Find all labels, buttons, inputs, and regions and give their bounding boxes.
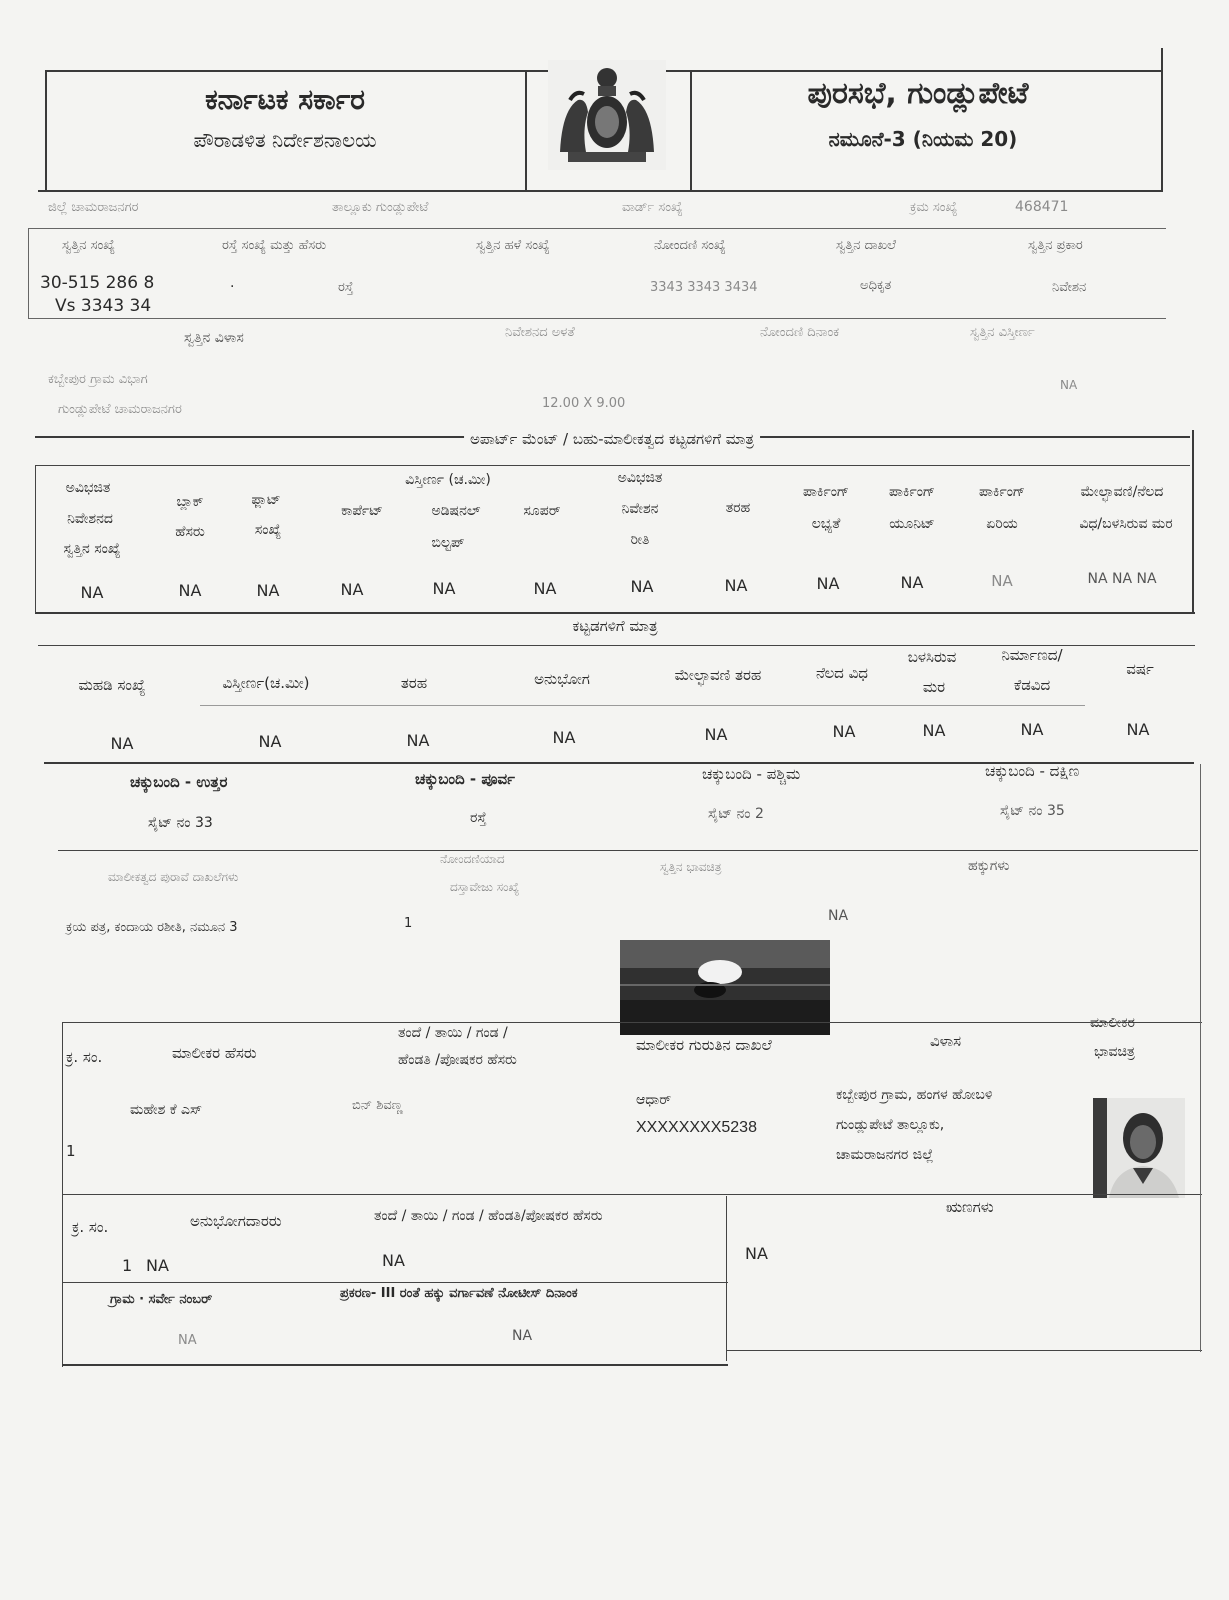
apt-value-roof: NA NA NA	[1087, 571, 1157, 587]
col-roof-type: ಮೇಲ್ಛಾವಣಿ ತರಹ	[674, 666, 762, 684]
apt-value-share: NA	[630, 577, 654, 596]
col-construction-2: ಕೆಡವಿದ	[1013, 676, 1051, 694]
bld-value-type: NA	[406, 731, 430, 750]
col-parking-unit-2: ಯೂನಿಟ್	[889, 516, 935, 532]
occupant-name: NA	[146, 1256, 169, 1275]
form-name: ನಮೂನೆ-3 (ನಿಯಮ 20)	[828, 127, 1018, 151]
bld-value-floor-type: NA	[832, 722, 856, 741]
col-floor-type: ನೆಲದ ವಿಧ	[815, 664, 869, 682]
col-type: ತರಹ	[725, 500, 751, 516]
col-wood-1: ಬಳಸಿರುವ	[907, 648, 957, 666]
col-building-type: ತರಹ	[400, 674, 428, 692]
occupant-relation: NA	[382, 1251, 405, 1270]
owner-col-address: ವಿಳಾಸ	[930, 1032, 962, 1050]
col-undivided-1: ಅವಿಭಜಿತ	[65, 480, 111, 496]
col-construction-1: ನಿರ್ಮಾಣದ/	[1001, 646, 1063, 664]
apt-value-carpet: NA	[340, 580, 364, 599]
bld-value-roof: NA	[704, 725, 728, 744]
col-wood-2: ಮರ	[922, 678, 946, 696]
apt-value-flat: NA	[256, 581, 280, 600]
occupant-col-relation: ತಂದೆ / ತಾಯಿ / ಗಂಡ / ಹೆಂಡತಿ/ಪೋಷಕರ ಹೆಸರು	[374, 1208, 603, 1224]
apt-value-additional: NA	[432, 579, 456, 598]
address-line1: ಕಬ್ಬೇಪುರ ಗ್ರಾಮ ವಿಭಾಗ	[48, 372, 148, 387]
registered-document-number: 1	[404, 916, 413, 931]
registered-label-1: ನೋಂದಣಿಯಾದ	[440, 852, 505, 866]
boundary-north-label: ಚಕ್ಕುಬಂದಿ - ಉತ್ತರ	[130, 773, 228, 791]
header-property-no: ಸ್ವತ್ತಿನ ಸಂಖ್ಯೆ	[62, 238, 116, 253]
district-label: ಜಿಲ್ಲೆ ಚಾಮರಾಜನಗರ	[48, 200, 139, 215]
owner-col-photo-1: ಮಾಲೀಕರ	[1090, 1015, 1135, 1031]
road-value: ರಸ್ತೆ	[338, 280, 354, 295]
directorate-name: ಪೌರಾಡಳಿತ ನಿರ್ದೇಶನಾಲಯ	[193, 128, 377, 152]
col-parking-1: ಪಾರ್ಕಿಂಗ್	[802, 484, 850, 500]
old-number-value: 3343 3343 3434	[650, 280, 758, 295]
boundary-west-label: ಚಕ್ಕುಬಂದಿ - ಪಶ್ಚಿಮ	[702, 765, 801, 783]
address-label: ಸ್ವತ್ತಿನ ವಿಳಾಸ	[184, 330, 244, 346]
col-undivided-3: ಸ್ವತ್ತಿನ ಸಂಖ್ಯೆ	[63, 541, 121, 557]
col-super: ಸೂಪರ್	[523, 503, 561, 519]
owner-photo	[1093, 1098, 1185, 1198]
owner-id-number: XXXXXXXX5238	[636, 1119, 757, 1136]
property-number-line1: 30-515 286 8	[40, 273, 155, 293]
col-parking-area-2: ಏರಿಯ	[986, 516, 1018, 532]
apt-value-type: NA	[724, 576, 748, 595]
dimension-value: 12.00 X 9.00	[542, 396, 626, 411]
owner-serial: 1	[66, 1142, 76, 1160]
ownership-proof-label: ಮಾಲೀಕತ್ವದ ಪುರಾವೆ ದಾಖಲೆಗಳು	[108, 870, 239, 884]
property-photo	[620, 940, 830, 1035]
registered-label-2: ದಸ್ತಾವೇಜು ಸಂಖ್ಯೆ	[450, 880, 520, 894]
header-reg-no: ನೋಂದಣಿ ಸಂಖ್ಯೆ	[654, 238, 726, 253]
property-photo-label: ಸ್ವತ್ತಿನ ಭಾವಚಿತ್ರ	[660, 860, 722, 874]
col-floor-number: ಮಹಡಿ ಸಂಖ್ಯೆ	[78, 676, 146, 694]
taluk-label: ತಾಲ್ಲೂಕು ಗುಂಡ್ಲುಪೇಟೆ	[332, 200, 429, 215]
survey-number-value: NA	[178, 1333, 197, 1348]
boundary-west-value: ಸೈಟ್ ನಂ 2	[708, 806, 764, 822]
loans-col-label: ಋಣಗಳು	[946, 1198, 994, 1216]
serial-value: 468471	[1015, 199, 1069, 215]
building-section-title: ಕಟ್ಟಡಗಳಿಗೆ ಮಾತ್ರ	[572, 617, 658, 635]
owner-relation: ಬಿನ್ ಶಿವಣ್ಣ	[352, 1098, 403, 1113]
ownership-proof-value: ಕ್ರಯ ಪತ್ರ, ಕಂದಾಯ ರಶೀತಿ, ನಮೂನ 3	[66, 920, 238, 935]
boundary-east-label: ಚಕ್ಕುಬಂದಿ - ಪೂರ್ವ	[415, 770, 515, 788]
property-dot: .	[230, 275, 235, 291]
address-line2: ಗುಂಡ್ಲುಪೇಟೆ ಚಾಮರಾಜನಗರ	[58, 402, 182, 417]
col-parking-area-1: ಪಾರ್ಕಿಂಗ್	[978, 484, 1026, 500]
col-parking-unit-1: ಪಾರ್ಕಿಂಗ್	[888, 484, 936, 500]
rights-value: NA	[828, 908, 849, 924]
transfer-notice-value: NA	[512, 1328, 533, 1344]
apt-value-block: NA	[178, 581, 202, 600]
header-road: ರಸ್ತೆ ಸಂಖ್ಯೆ ಮತ್ತು ಹೆಸರು	[222, 238, 327, 253]
ward-label: ವಾರ್ಡ್ ಸಂಖ್ಯೆ	[622, 200, 683, 215]
col-area-header: ವಿಸ್ತೀರ್ಣ (ಚ.ಮೀ)	[405, 472, 491, 488]
col-usage: ಅನುಭೋಗ	[534, 670, 590, 688]
boundary-south-value: ಸೈಟ್ ನಂ 35	[1000, 803, 1065, 819]
apt-value-parking-area: NA	[991, 572, 1013, 590]
owner-address-line2: ಗುಂಡ್ಲುಪೇಟೆ ತಾಲ್ಲೂಕು,	[836, 1117, 945, 1133]
property-area-value: NA	[1060, 378, 1078, 392]
bld-value-area: NA	[258, 732, 282, 751]
rights-label: ಹಕ್ಕುಗಳು	[968, 858, 1010, 874]
col-roof-2: ವಿಧ/ಬಳಸಿರುವ ಮರ	[1079, 516, 1173, 532]
col-additional-1: ಅಡಿಷನಲ್	[431, 503, 481, 519]
transfer-notice-label: ಪ್ರಕರಣ- III ರಂತೆ ಹಕ್ಕು ವರ್ಗಾವಣೆ ನೋಟೀಸ್ ದಿನಾಂಕ	[340, 1286, 578, 1301]
loans-value: NA	[745, 1244, 768, 1263]
col-block-1: ಬ್ಲಾಕ್	[176, 494, 204, 510]
occupant-serial: 1	[122, 1256, 133, 1275]
document-value: ಅಧಿಕೃತ	[860, 278, 892, 293]
owner-col-name: ಮಾಲೀಕರ ಹೆಸರು	[172, 1044, 257, 1062]
col-additional-2: ಬಿಲ್ಟಪ್	[431, 535, 465, 551]
bld-value-floor: NA	[110, 734, 134, 753]
owner-name: ಮಹೇಶ ಕೆ ಎಸ್	[130, 1102, 202, 1118]
owner-col-id: ಮಾಲೀಕರ ಗುರುತಿನ ದಾಖಲೆ	[636, 1036, 772, 1054]
bld-value-year: NA	[1126, 720, 1150, 739]
boundary-north-value: ಸೈಟ್ ನಂ 33	[148, 815, 213, 831]
property-number-line2: Vs 3343 34	[55, 296, 152, 316]
survey-number-label: ಗ್ರಾಮ · ಸರ್ವೇ ನಂಬರ್	[110, 1292, 213, 1307]
col-carpet: ಕಾರ್ಪೆಟ್	[341, 503, 383, 519]
owner-col-serial: ಕ್ರ. ಸಂ.	[66, 1048, 103, 1066]
col-roof-1: ಮೇಲ್ಛಾವಣಿ/ನೆಲದ	[1080, 484, 1164, 500]
owner-id-type: ಆಧಾರ್	[636, 1092, 672, 1108]
dimension-label: ನಿವೇಶನದ ಅಳತೆ	[505, 325, 575, 340]
owner-address-line3: ಚಾಮರಾಜನಗರ ಜಿಲ್ಲೆ	[836, 1147, 934, 1163]
header-old-no: ಸ್ವತ್ತಿನ ಹಳೆ ಸಂಖ್ಯೆ	[476, 238, 550, 253]
property-area-label: ಸ್ವತ್ತಿನ ವಿಸ್ತೀರ್ಣ	[970, 325, 1035, 340]
bld-value-wood: NA	[922, 721, 946, 740]
col-share-2: ನಿವೇಶನ	[621, 501, 659, 517]
bld-value-usage: NA	[552, 728, 576, 747]
boundary-east-value: ರಸ್ತೆ	[470, 810, 487, 826]
col-flat-1: ಫ್ಲಾಟ್	[251, 492, 281, 508]
apt-value-undivided: NA	[80, 583, 104, 602]
col-share-3: ರೀತಿ	[630, 532, 650, 548]
col-undivided-2: ನಿವೇಶನದ	[67, 511, 113, 527]
owner-col-photo-2: ಭಾವಚಿತ್ರ	[1094, 1044, 1135, 1060]
owner-col-relation-2: ಹೆಂಡತಿ /ಪೋಷಕರ ಹೆಸರು	[398, 1052, 517, 1068]
bld-value-construction: NA	[1020, 720, 1044, 739]
municipality-name: ಪುರಸಭೆ, ಗುಂಡ್ಲುಪೇಟೆ	[807, 76, 1029, 111]
col-share-1: ಅವಿಭಜಿತ	[617, 470, 663, 486]
col-floor-area: ವಿಸ್ತೀರ್ಣ(ಚ.ಮೀ)	[222, 674, 310, 692]
header-type: ಸ್ವತ್ತಿನ ಪ್ರಕಾರ	[1028, 238, 1083, 253]
occupant-col-serial: ಕ್ರ. ಸಂ.	[72, 1218, 109, 1236]
owner-address-line1: ಕಬ್ಬೇಪುರ ಗ್ರಾಮ, ಹಂಗಳ ಹೋಬಳಿ	[836, 1087, 993, 1103]
col-parking-2: ಲಭ್ಯತೆ	[811, 516, 841, 532]
boundary-south-label: ಚಕ್ಕುಬಂದಿ - ದಕ್ಷಿಣ	[985, 762, 1080, 780]
col-block-2: ಹೆಸರು	[175, 524, 205, 540]
col-flat-2: ಸಂಖ್ಯೆ	[254, 522, 282, 538]
col-year: ವರ್ಷ	[1126, 660, 1154, 678]
government-title: ಕರ್ನಾಟಕ ಸರ್ಕಾರ	[205, 83, 365, 116]
registration-date-label: ನೋಂದಣಿ ದಿನಾಂಕ	[760, 325, 840, 340]
header-document: ಸ್ವತ್ತಿನ ದಾಖಲೆ	[836, 238, 896, 253]
serial-label: ಕ್ರಮ ಸಂಖ್ಯೆ	[910, 200, 958, 215]
apt-value-parking: NA	[816, 574, 840, 593]
occupant-col-name: ಅನುಭೋಗದಾರರು	[190, 1212, 282, 1230]
apartment-section-title: ಅಪಾರ್ಟ್ ಮೆಂಟ್ / ಬಹು-ಮಾಲೀಕತ್ವದ ಕಟ್ಟಡಗಳಿಗೆ ಮಾತ್ರ	[464, 430, 760, 449]
owner-col-relation-1: ತಂದೆ / ತಾಯಿ / ಗಂಡ /	[398, 1025, 508, 1041]
property-type-value: ನಿವೇಶನ	[1052, 280, 1087, 295]
karnataka-emblem-icon	[548, 60, 666, 170]
apt-value-parking-unit: NA	[900, 573, 924, 592]
apt-value-super: NA	[533, 579, 557, 598]
